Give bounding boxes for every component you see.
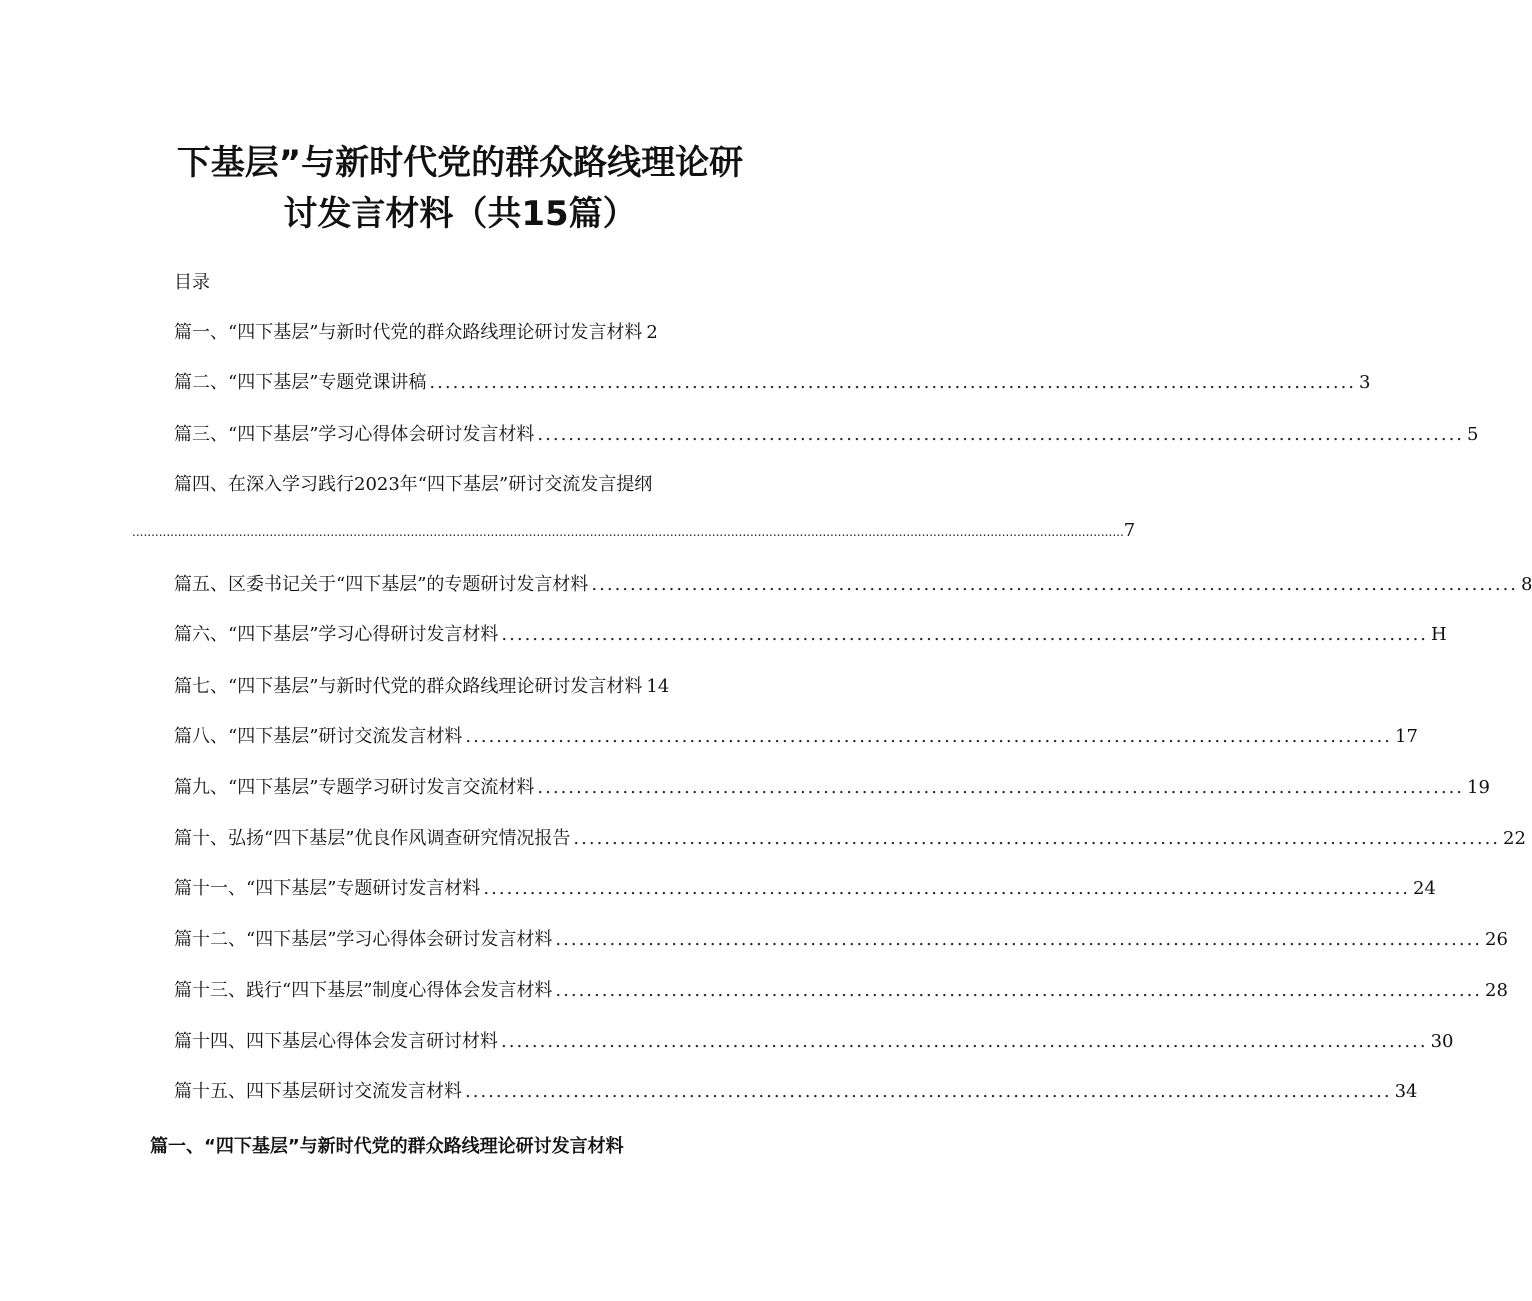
toc-item-page: 19: [1467, 777, 1490, 798]
toc-item-label: 篇七、“四下基层”与新时代党的群众路线理论研讨发言材料: [174, 676, 643, 697]
toc-item[interactable]: [174, 672, 768, 702]
toc-item[interactable]: [174, 1027, 1454, 1057]
toc-item[interactable]: [174, 470, 768, 500]
toc-item-label: 篇三、“四下基层”学习心得体会研讨发言材料: [174, 424, 535, 445]
toc-dot-leader: ........................................................................................................................: [465, 1081, 1392, 1102]
toc-item[interactable]: [174, 722, 1418, 752]
toc-item[interactable]: [174, 420, 1479, 450]
toc-dot-leader: ....................................................................................................................................................................................................................................................................: [132, 525, 1124, 539]
toc-heading: 目录: [174, 272, 210, 293]
toc-item-page: 8: [1521, 574, 1532, 595]
toc-item[interactable]: [174, 318, 768, 348]
toc-item-page: 5: [1467, 424, 1479, 445]
toc-item[interactable]: [174, 570, 1532, 600]
toc-item-page: H: [1431, 624, 1447, 645]
toc-item-page: 26: [1485, 929, 1508, 950]
toc-leader-line: [132, 520, 1136, 550]
toc-dot-leader: ........................................................................................................................: [537, 777, 1465, 798]
toc-item[interactable]: [174, 824, 1526, 854]
toc-item-label: 篇十三、践行“四下基层”制度心得体会发言材料: [174, 980, 553, 1001]
document-title-line-1: 下基层”与新时代党的群众路线理论研: [176, 143, 744, 183]
toc-item-label: 篇十一、“四下基层”专题研讨发言材料: [174, 878, 481, 899]
toc-item-label: 篇十二、“四下基层”学习心得体会研讨发言材料: [174, 929, 553, 950]
toc-item[interactable]: [174, 976, 1508, 1006]
toc-item-page: 17: [1395, 726, 1418, 747]
toc-item-page: 30: [1430, 1031, 1454, 1052]
toc-dot-leader: ........................................................................................................................: [501, 1031, 1428, 1052]
toc-item-label: 篇四、在深入学习践行2023年“四下基层”研讨交流发言提纲: [174, 474, 653, 495]
toc-item-page: 2: [646, 322, 658, 343]
toc-dot-leader: ........................................................................................................................: [573, 828, 1501, 849]
toc-item[interactable]: [174, 620, 1447, 650]
toc-item-label: 篇十四、四下基层心得体会发言研讨材料: [174, 1031, 498, 1052]
toc-item-page: 14: [646, 676, 670, 697]
toc-item-page: 7: [1123, 520, 1136, 541]
toc-item-label: 篇一、“四下基层”与新时代党的群众路线理论研讨发言材料: [174, 322, 643, 343]
toc-dot-leader: ........................................................................................................................: [429, 372, 1357, 393]
toc-item[interactable]: [174, 874, 1436, 904]
toc-dot-leader: ........................................................................................................................: [555, 980, 1483, 1001]
toc-item-label: 篇六、“四下基层”学习心得研讨发言材料: [174, 624, 499, 645]
toc-item[interactable]: [174, 925, 1508, 955]
toc-item-label: 篇九、“四下基层”专题学习研讨发言交流材料: [174, 777, 535, 798]
toc-dot-leader: ........................................................................................................................: [501, 624, 1429, 645]
toc-item-page: 3: [1359, 372, 1371, 393]
toc-item[interactable]: [174, 1077, 1418, 1107]
toc-dot-leader: ........................................................................................................................: [555, 929, 1483, 950]
toc-dot-leader: ........................................................................................................................: [537, 424, 1465, 445]
toc-item-page: 28: [1485, 980, 1508, 1001]
toc-item-page: 34: [1394, 1081, 1418, 1102]
toc-dot-leader: ........................................................................................................................: [483, 878, 1411, 899]
document-title-line-2: 讨发言材料（共15篇）: [283, 194, 637, 234]
toc-item-label: 篇八、“四下基层”研讨交流发言材料: [174, 726, 463, 747]
toc-dot-leader: ........................................................................................................................: [465, 726, 1393, 747]
toc-item[interactable]: [174, 773, 1490, 803]
toc-item-page: 24: [1413, 878, 1436, 899]
section-heading: 篇一、“四下基层”与新时代党的群众路线理论研讨发言材料: [150, 1136, 624, 1157]
toc-item[interactable]: [174, 368, 1371, 398]
toc-dot-leader: ........................................................................................................................: [591, 574, 1519, 595]
toc-item-label: 篇十、弘扬“四下基层”优良作风调查研究情况报告: [174, 828, 571, 849]
toc-item-label: 篇二、“四下基层”专题党课讲稿: [174, 372, 427, 393]
toc-item-page: 22: [1503, 828, 1526, 849]
toc-item-label: 篇五、区委书记关于“四下基层”的专题研讨发言材料: [174, 574, 589, 595]
toc-item-label: 篇十五、四下基层研讨交流发言材料: [174, 1081, 462, 1102]
